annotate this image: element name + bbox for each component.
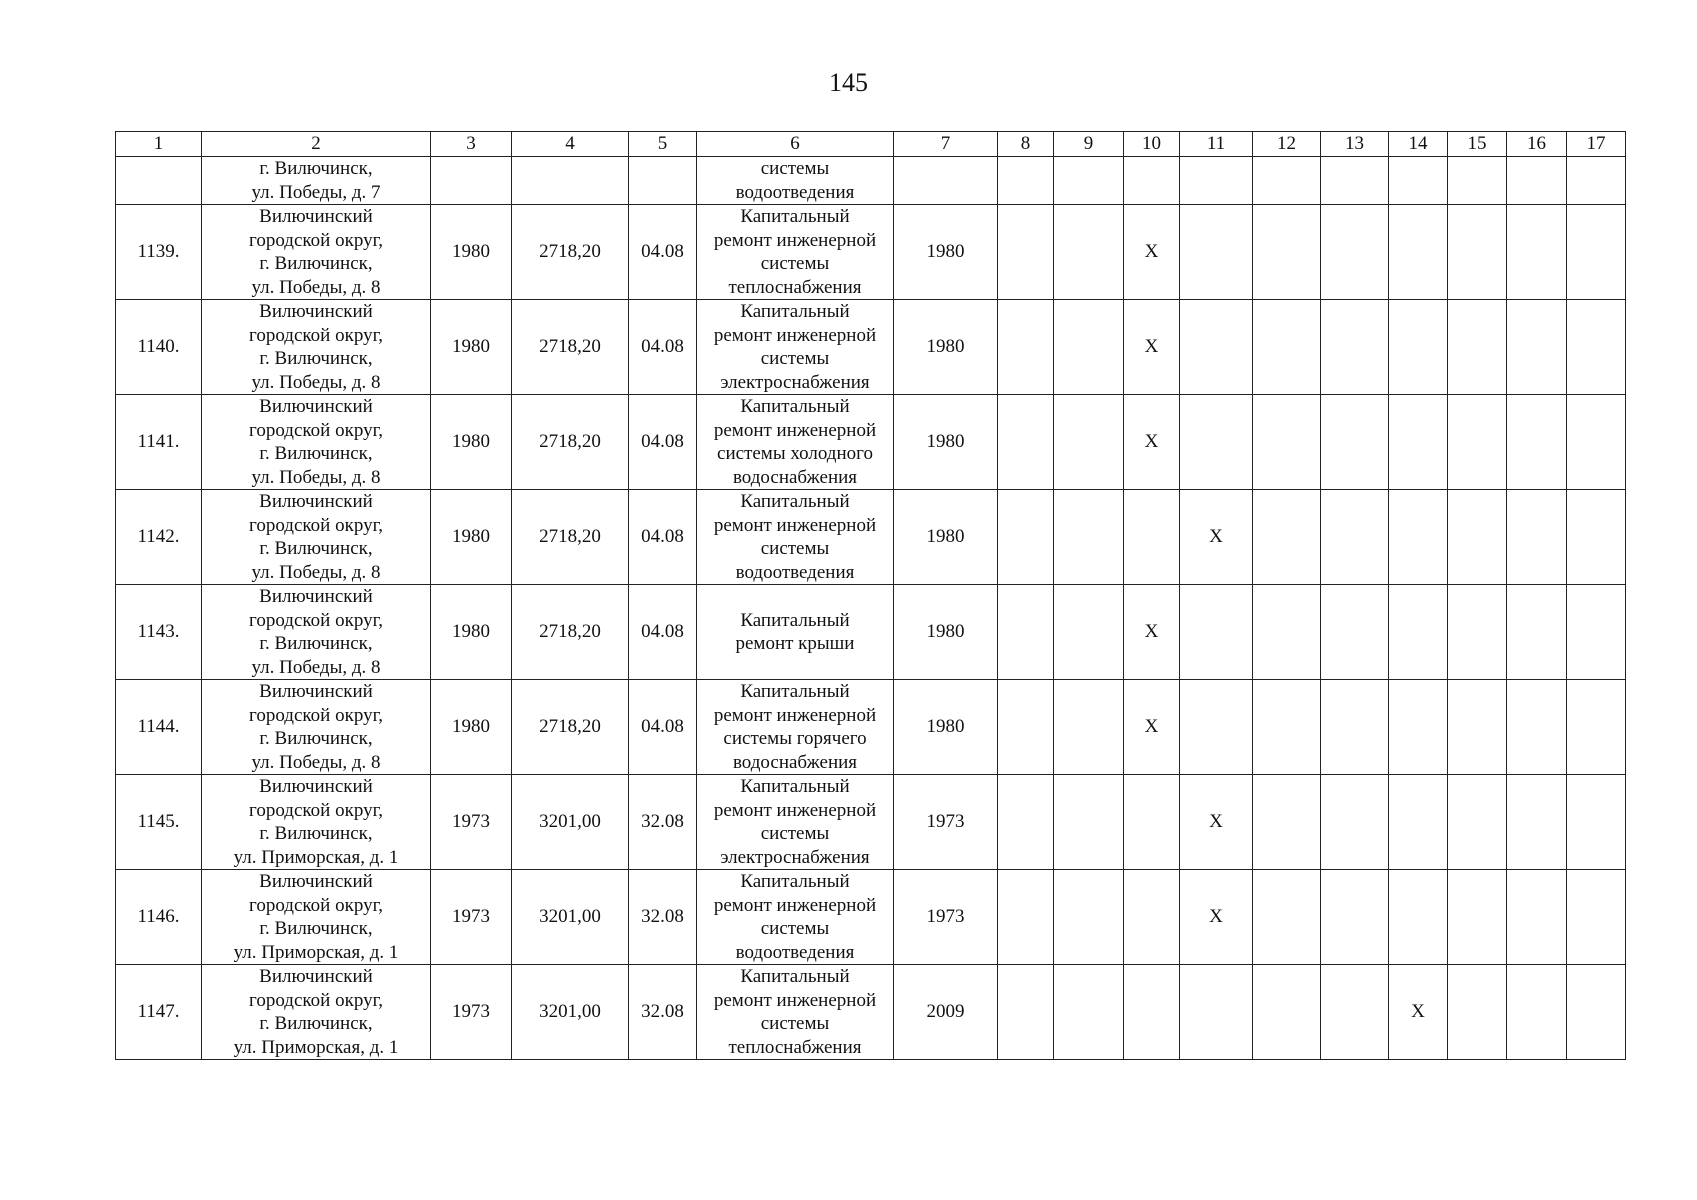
address-cell: г. Вилючинск, ул. Победы, д. 7: [202, 157, 431, 205]
empty-cell: [998, 585, 1054, 680]
empty-cell: [1054, 395, 1124, 490]
empty-cell: [1567, 870, 1626, 965]
empty-cell: [1054, 680, 1124, 775]
area-cell: 2718,20: [512, 585, 629, 680]
row-number: 1147.: [116, 965, 202, 1060]
empty-cell: [1321, 775, 1389, 870]
empty-cell: [1180, 205, 1253, 300]
empty-cell: [998, 395, 1054, 490]
empty-cell: [1054, 965, 1124, 1060]
table-row: [116, 775, 1626, 870]
empty-cell: [1321, 870, 1389, 965]
work-type-cell: Капитальный ремонт инженерной системы теплоснабжения: [697, 965, 894, 1060]
area-cell: 2718,20: [512, 205, 629, 300]
table-row: [116, 490, 1626, 585]
area-cell: 2718,20: [512, 300, 629, 395]
year-cell: 1973: [894, 775, 998, 870]
address-cell: Вилючинский городской округ, г. Вилючинск, ул. Победы, д. 8: [202, 490, 431, 585]
area-cell: 2718,20: [512, 680, 629, 775]
empty-cell: [1321, 490, 1389, 585]
code-cell: 04.08: [629, 680, 697, 775]
empty-cell: [1321, 965, 1389, 1060]
empty-cell: [1054, 775, 1124, 870]
empty-cell: [998, 300, 1054, 395]
code-cell: 04.08: [629, 205, 697, 300]
empty-cell: [1253, 205, 1321, 300]
empty-cell: [1507, 490, 1567, 585]
address-cell: Вилючинский городской округ, г. Вилючинск, ул. Приморская, д. 1: [202, 775, 431, 870]
empty-cell: [1389, 395, 1448, 490]
mark-cell: Х: [1124, 300, 1180, 395]
year-built-cell: 1973: [431, 775, 512, 870]
mark-cell: Х: [1124, 585, 1180, 680]
empty-cell: [1124, 965, 1180, 1060]
mark-cell: Х: [1124, 680, 1180, 775]
empty-cell: [1321, 395, 1389, 490]
column-number-2: 2: [202, 132, 431, 157]
table-row: [116, 205, 1626, 300]
row-number: 1145.: [116, 775, 202, 870]
empty-cell: [1389, 680, 1448, 775]
empty-cell: [1124, 157, 1180, 205]
column-number-8: 8: [998, 132, 1054, 157]
empty-cell: [1054, 300, 1124, 395]
table-row: [116, 680, 1626, 775]
empty-cell: [1253, 585, 1321, 680]
column-number-12: 12: [1253, 132, 1321, 157]
address-cell: Вилючинский городской округ, г. Вилючинск, ул. Победы, д. 8: [202, 680, 431, 775]
column-number-16: 16: [1507, 132, 1567, 157]
row-number: [116, 157, 202, 205]
empty-cell: [1054, 205, 1124, 300]
empty-cell: [1448, 395, 1507, 490]
empty-cell: [998, 157, 1054, 205]
address-cell: Вилючинский городской округ, г. Вилючинск, ул. Победы, д. 8: [202, 395, 431, 490]
year-cell: 1980: [894, 585, 998, 680]
year-built-cell: [431, 157, 512, 205]
empty-cell: [1180, 157, 1253, 205]
row-number: 1146.: [116, 870, 202, 965]
empty-cell: [1389, 205, 1448, 300]
table-row: [116, 870, 1626, 965]
row-number: 1139.: [116, 205, 202, 300]
table-row: [116, 965, 1626, 1060]
work-type-cell: Капитальный ремонт инженерной системы холодного водоснабжения: [697, 395, 894, 490]
empty-cell: [1054, 157, 1124, 205]
empty-cell: [1567, 585, 1626, 680]
column-number-11: 11: [1180, 132, 1253, 157]
empty-cell: [1448, 300, 1507, 395]
empty-cell: [1253, 965, 1321, 1060]
empty-cell: [1054, 870, 1124, 965]
empty-cell: [998, 490, 1054, 585]
work-type-cell: системы водоотведения: [697, 157, 894, 205]
address-cell: Вилючинский городской округ, г. Вилючинск, ул. Победы, д. 8: [202, 300, 431, 395]
year-cell: 1980: [894, 395, 998, 490]
empty-cell: [1321, 585, 1389, 680]
empty-cell: [1507, 157, 1567, 205]
code-cell: 04.08: [629, 395, 697, 490]
empty-cell: [1507, 680, 1567, 775]
mark-cell: Х: [1180, 490, 1253, 585]
empty-cell: [1448, 775, 1507, 870]
empty-cell: [1507, 300, 1567, 395]
empty-cell: [1389, 775, 1448, 870]
table-row: [116, 300, 1626, 395]
column-number-row: [116, 132, 1626, 157]
column-number-15: 15: [1448, 132, 1507, 157]
year-built-cell: 1980: [431, 205, 512, 300]
empty-cell: [1389, 585, 1448, 680]
empty-cell: [998, 775, 1054, 870]
mark-cell: Х: [1389, 965, 1448, 1060]
empty-cell: [998, 965, 1054, 1060]
column-number-17: 17: [1567, 132, 1626, 157]
empty-cell: [1321, 205, 1389, 300]
code-cell: 04.08: [629, 585, 697, 680]
code-cell: [629, 157, 697, 205]
year-cell: 1980: [894, 300, 998, 395]
empty-cell: [1389, 157, 1448, 205]
area-cell: 2718,20: [512, 490, 629, 585]
table-row: [116, 585, 1626, 680]
column-number-5: 5: [629, 132, 697, 157]
empty-cell: [1253, 395, 1321, 490]
empty-cell: [998, 205, 1054, 300]
column-number-6: 6: [697, 132, 894, 157]
year-built-cell: 1980: [431, 680, 512, 775]
empty-cell: [1507, 965, 1567, 1060]
empty-cell: [1567, 775, 1626, 870]
empty-cell: [1389, 490, 1448, 585]
empty-cell: [1253, 490, 1321, 585]
year-built-cell: 1980: [431, 585, 512, 680]
empty-cell: [1507, 585, 1567, 680]
register-table: [115, 131, 1626, 1060]
work-type-cell: Капитальный ремонт инженерной системы водоотведения: [697, 490, 894, 585]
empty-cell: [1253, 775, 1321, 870]
area-cell: 2718,20: [512, 395, 629, 490]
work-type-cell: Капитальный ремонт инженерной системы электроснабжения: [697, 775, 894, 870]
code-cell: 32.08: [629, 965, 697, 1060]
column-number-9: 9: [1054, 132, 1124, 157]
empty-cell: [1389, 870, 1448, 965]
row-number: 1140.: [116, 300, 202, 395]
empty-cell: [1180, 300, 1253, 395]
row-number: 1142.: [116, 490, 202, 585]
empty-cell: [1054, 585, 1124, 680]
empty-cell: [1448, 585, 1507, 680]
year-built-cell: 1980: [431, 300, 512, 395]
empty-cell: [1507, 395, 1567, 490]
year-built-cell: 1973: [431, 870, 512, 965]
column-number-14: 14: [1389, 132, 1448, 157]
empty-cell: [998, 680, 1054, 775]
empty-cell: [1054, 490, 1124, 585]
empty-cell: [1567, 395, 1626, 490]
code-cell: 04.08: [629, 300, 697, 395]
empty-cell: [1448, 870, 1507, 965]
empty-cell: [1567, 965, 1626, 1060]
work-type-cell: Капитальный ремонт инженерной системы горячего водоснабжения: [697, 680, 894, 775]
empty-cell: [1253, 680, 1321, 775]
address-cell: Вилючинский городской округ, г. Вилючинск, ул. Приморская, д. 1: [202, 965, 431, 1060]
code-cell: 32.08: [629, 870, 697, 965]
work-type-cell: Капитальный ремонт крыши: [697, 585, 894, 680]
empty-cell: [1448, 965, 1507, 1060]
row-number: 1144.: [116, 680, 202, 775]
address-cell: Вилючинский городской округ, г. Вилючинск, ул. Победы, д. 8: [202, 585, 431, 680]
empty-cell: [1253, 300, 1321, 395]
empty-cell: [1180, 680, 1253, 775]
mark-cell: Х: [1180, 775, 1253, 870]
empty-cell: [1567, 300, 1626, 395]
empty-cell: [1253, 870, 1321, 965]
column-number-1: 1: [116, 132, 202, 157]
area-cell: 3201,00: [512, 965, 629, 1060]
mark-cell: Х: [1124, 395, 1180, 490]
year-built-cell: 1980: [431, 395, 512, 490]
column-number-4: 4: [512, 132, 629, 157]
empty-cell: [1253, 157, 1321, 205]
empty-cell: [1507, 870, 1567, 965]
year-cell: 1973: [894, 870, 998, 965]
table-body: [116, 132, 1626, 1060]
work-type-cell: Капитальный ремонт инженерной системы теплоснабжения: [697, 205, 894, 300]
code-cell: 04.08: [629, 490, 697, 585]
year-cell: 1980: [894, 680, 998, 775]
year-built-cell: 1980: [431, 490, 512, 585]
mark-cell: Х: [1124, 205, 1180, 300]
code-cell: 32.08: [629, 775, 697, 870]
empty-cell: [1180, 395, 1253, 490]
empty-cell: [1448, 680, 1507, 775]
empty-cell: [1448, 205, 1507, 300]
address-cell: Вилючинский городской округ, г. Вилючинск, ул. Победы, д. 8: [202, 205, 431, 300]
area-cell: 3201,00: [512, 775, 629, 870]
empty-cell: [1180, 965, 1253, 1060]
column-number-13: 13: [1321, 132, 1389, 157]
empty-cell: [1321, 300, 1389, 395]
column-number-10: 10: [1124, 132, 1180, 157]
work-type-cell: Капитальный ремонт инженерной системы водоотведения: [697, 870, 894, 965]
empty-cell: [1507, 775, 1567, 870]
empty-cell: [998, 870, 1054, 965]
table-row: [116, 157, 1626, 205]
empty-cell: [1321, 157, 1389, 205]
empty-cell: [1124, 490, 1180, 585]
empty-cell: [1567, 490, 1626, 585]
year-cell: 2009: [894, 965, 998, 1060]
empty-cell: [1321, 680, 1389, 775]
column-number-3: 3: [431, 132, 512, 157]
year-cell: 1980: [894, 205, 998, 300]
table-row: [116, 395, 1626, 490]
empty-cell: [1124, 775, 1180, 870]
area-cell: [512, 157, 629, 205]
empty-cell: [1507, 205, 1567, 300]
empty-cell: [1567, 205, 1626, 300]
year-cell: 1980: [894, 490, 998, 585]
empty-cell: [1567, 157, 1626, 205]
area-cell: 3201,00: [512, 870, 629, 965]
year-cell: [894, 157, 998, 205]
empty-cell: [1448, 157, 1507, 205]
empty-cell: [1567, 680, 1626, 775]
work-type-cell: Капитальный ремонт инженерной системы электроснабжения: [697, 300, 894, 395]
row-number: 1141.: [116, 395, 202, 490]
address-cell: Вилючинский городской округ, г. Вилючинск, ул. Приморская, д. 1: [202, 870, 431, 965]
empty-cell: [1448, 490, 1507, 585]
mark-cell: Х: [1180, 870, 1253, 965]
year-built-cell: 1973: [431, 965, 512, 1060]
empty-cell: [1124, 870, 1180, 965]
empty-cell: [1389, 300, 1448, 395]
empty-cell: [1180, 585, 1253, 680]
row-number: 1143.: [116, 585, 202, 680]
column-number-7: 7: [894, 132, 998, 157]
page-number: 145: [829, 68, 868, 97]
